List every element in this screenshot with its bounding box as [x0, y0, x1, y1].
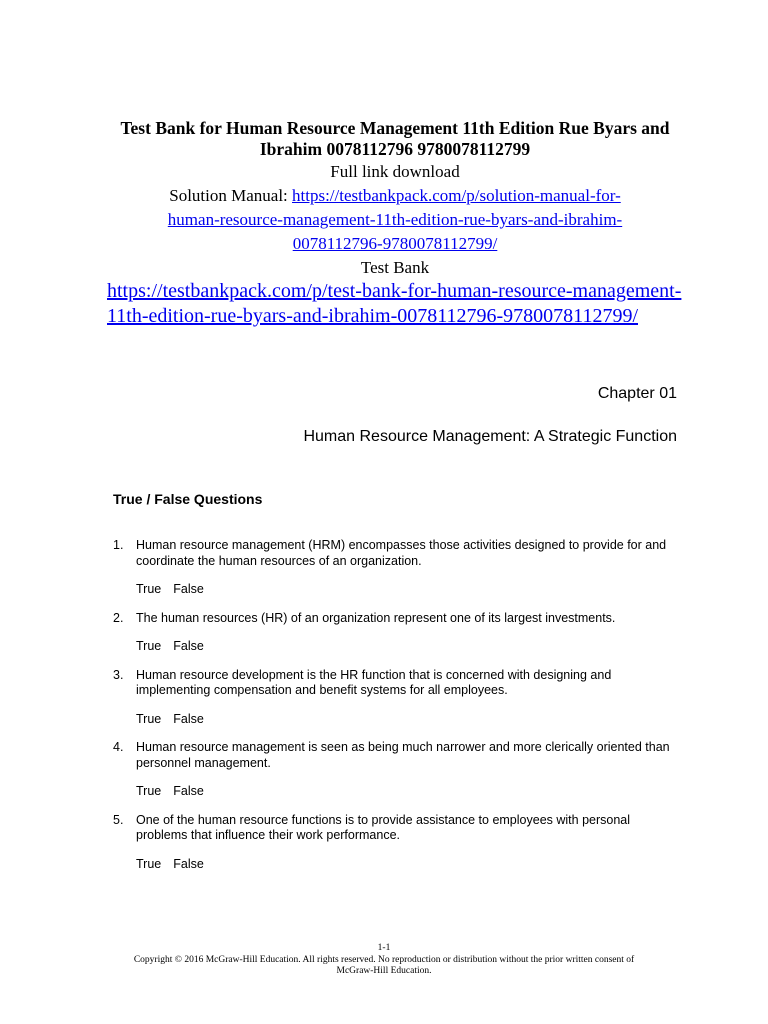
question-item: [113, 813, 683, 873]
question-number: 5.: [113, 812, 124, 827]
option-true: True: [136, 711, 162, 726]
copyright-line-1: Copyright © 2016 McGraw-Hill Education. All rights reserved. No reproduction or distribution without the prior written consent of: [133, 954, 635, 965]
option-true: True: [136, 639, 162, 653]
option-false: False: [173, 856, 204, 871]
document-title: [100, 118, 690, 160]
question-item: [113, 611, 683, 655]
chapter-label: Chapter 01: [597, 385, 677, 402]
answer-options: [136, 582, 683, 598]
test-bank-link-2[interactable]: 11th-edition-rue-byars-and-ibrahim-0078112796-9780078112799/: [107, 305, 638, 327]
option-true: True: [136, 784, 162, 798]
section-heading: True / False Questions: [113, 491, 263, 507]
option-false: False: [173, 711, 204, 726]
solution-manual-link-3[interactable]: 0078112796-9780078112799/: [292, 234, 498, 253]
answer-options: [136, 712, 683, 728]
question-text: Human resource development is the HR function that is concerned with designing and implementing compensation and benefit systems for all employees.: [136, 667, 612, 697]
copyright-line-2: McGraw-Hill Education.: [336, 966, 432, 976]
option-false: False: [173, 582, 204, 596]
test-bank-link-1[interactable]: https://testbankpack.com/p/test-bank-for-human-resource-management-: [107, 280, 682, 302]
answer-options: [136, 784, 683, 800]
page-number: 1-1: [377, 943, 391, 953]
question-list: [113, 538, 683, 885]
full-link-text: Full link download: [330, 162, 460, 181]
solution-manual-link-2[interactable]: human-resource-management-11th-edition-rue-byars-and-ibrahim-: [167, 210, 623, 229]
page-footer: [110, 943, 658, 978]
question-item: [113, 668, 683, 728]
solution-manual-link-1[interactable]: https://testbankpack.com/p/solution-manual-for-: [292, 186, 621, 205]
question-item: [113, 538, 683, 598]
answer-options: [136, 639, 683, 655]
question-item: [113, 740, 683, 800]
chapter-title: Human Resource Management: A Strategic Function: [303, 428, 677, 445]
title-line-1: Test Bank for Human Resource Management 11th Edition Rue Byars and: [120, 118, 670, 138]
question-text: One of the human resource functions is to provide assistance to employees with personal problems that influence their work performance.: [136, 812, 631, 842]
question-number: 3.: [113, 667, 124, 682]
solution-manual-label: Solution Manual:: [169, 186, 293, 205]
question-number: 4.: [113, 740, 124, 754]
option-false: False: [173, 784, 204, 798]
option-true: True: [136, 582, 162, 596]
document-header: [100, 118, 690, 280]
test-bank-link-block: [107, 279, 697, 329]
question-text: Human resource management is seen as being much narrower and more clerically oriented than personnel management.: [136, 740, 670, 770]
option-false: False: [173, 639, 204, 653]
question-text: The human resources (HR) of an organization represent one of its largest investments.: [136, 610, 616, 625]
option-true: True: [136, 856, 162, 871]
question-text: Human resource management (HRM) encompasses those activities designed to provide for and coordinate the human resources of an organization.: [136, 538, 667, 568]
question-number: 2.: [113, 610, 124, 625]
question-number: 1.: [113, 538, 124, 552]
answer-options: [136, 857, 683, 873]
test-bank-label: Test Bank: [360, 258, 430, 277]
solution-manual-block: [100, 184, 690, 256]
title-line-2: Ibrahim 0078112796 9780078112799: [259, 139, 531, 159]
